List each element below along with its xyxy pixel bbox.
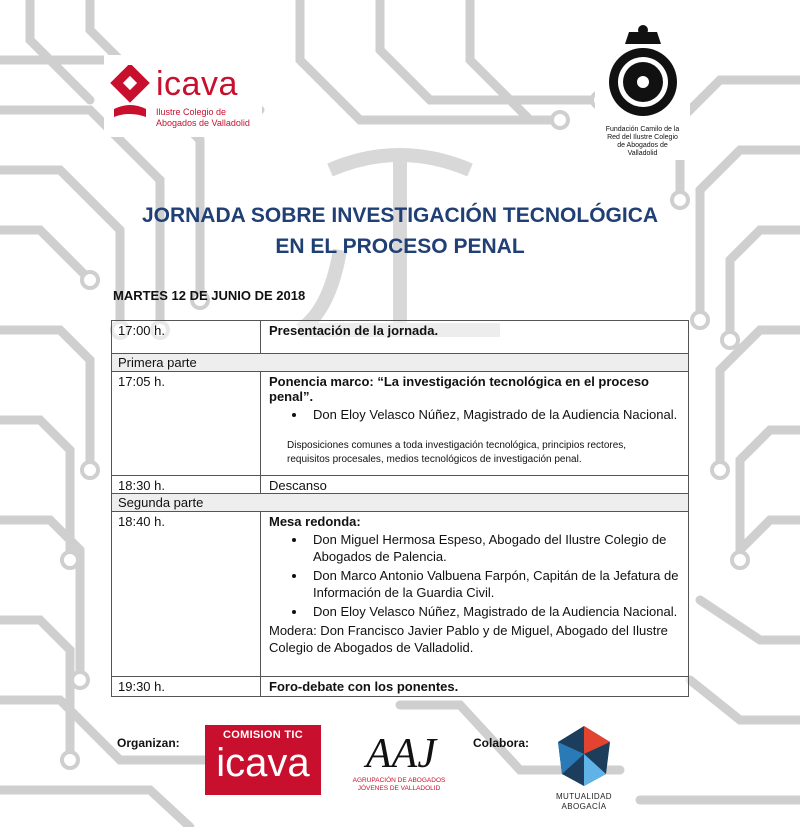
icava-logo [104, 55, 262, 137]
tic-wordmark: icava [216, 741, 310, 785]
organizers-label: Organizan: [117, 736, 180, 750]
section-label: Primera parte [118, 355, 197, 370]
section-row [111, 494, 689, 512]
time-cell: 18:30 h. [112, 476, 261, 493]
roundtable-title: Mesa redonda: [269, 514, 361, 529]
activity-cell: Foro-debate con los ponentes. [269, 679, 459, 694]
tic-top-label: COMISION TIC [223, 729, 303, 741]
list-item: • Don Eloy Velasco Núñez, Magistrado de la Audiencia Nacional. [307, 603, 680, 620]
title-line-2: EN EL PROCESO PENAL [275, 235, 525, 258]
aaj-logo [338, 725, 460, 797]
time-cell: 17:00 h. [112, 321, 261, 353]
talk-title: Ponencia marco: “La investigación tecnológica en el proceso penal”. [269, 374, 649, 404]
fundacion-line: Valladolid [627, 150, 658, 157]
aaj-line: JÓVENES DE VALLADOLID [357, 785, 441, 792]
description-line: Disposiciones comunes a toda investigación tecnológica, principios rectores, [287, 440, 627, 451]
title-line-1: JORNADA SOBRE INVESTIGACIÓN TECNOLÓGICA [141, 204, 659, 227]
fundacion-text [595, 126, 690, 158]
fundacion-line: de Abogados de [617, 142, 668, 149]
time-cell: 18:40 h. [112, 512, 261, 676]
time-cell: 17:05 h. [112, 372, 261, 475]
event-date: MARTES 12 DE JUNIO DE 2018 [113, 288, 306, 303]
moderator: Modera: Don Francisco Javier Pablo y de Miguel, Abogado del Ilustre Colegio de Abogados de Valladolid. [269, 623, 668, 655]
table-row [111, 476, 689, 494]
table-row [111, 512, 689, 677]
list-item: • Don Eloy Velasco Núñez, Magistrado de la Audiencia Nacional. [307, 406, 680, 423]
table-row [111, 321, 689, 354]
collaborator-label: Colabora: [473, 736, 530, 750]
mutualidad-text [543, 792, 625, 812]
time-cell: 19:30 h. [112, 677, 261, 696]
icava-wordmark: icava [156, 65, 238, 103]
mutualidad-icon [554, 724, 614, 788]
section-label: Segunda parte [118, 495, 204, 510]
activity-cell [261, 512, 688, 676]
table-row [111, 372, 689, 476]
activity-cell: Presentación de la jornada. [269, 323, 439, 338]
icava-subtitle [156, 107, 250, 129]
talk-description [287, 439, 680, 467]
fundacion-logo [595, 20, 690, 160]
mutualidad-logo [543, 722, 625, 814]
page-title [80, 200, 720, 262]
list-item: • Don Marco Antonio Valbuena Farpón, Capitán de la Jefatura de Información de la Guardia Civil. [307, 567, 680, 601]
list-item: • Don Miguel Hermosa Espeso, Abogado del Ilustre Colegio de Abogados de Palencia. [307, 531, 680, 565]
activity-cell: Descanso [269, 478, 327, 493]
comision-tic-logo [205, 725, 321, 795]
schedule-table [111, 320, 689, 697]
aaj-line: AGRUPACIÓN DE ABOGADOS [352, 777, 446, 784]
seal-icon [599, 22, 687, 122]
aaj-text [342, 777, 456, 793]
table-row [111, 677, 689, 697]
aaj-mark-text: AAJ [366, 731, 436, 777]
icava-diamond-icon [110, 65, 152, 125]
fundacion-line: Fundación Camilo de la [605, 126, 680, 133]
aaj-signature-mark [346, 727, 456, 777]
mutualidad-line: ABOGACÍA [561, 802, 607, 811]
icava-subtitle-line: Ilustre Colegio de [156, 107, 227, 117]
description-line: requisitos procesales, medios tecnológicos de investigación penal. [287, 454, 582, 465]
speaker-list [269, 531, 680, 620]
fundacion-line: Red del Ilustre Colegio [607, 134, 678, 141]
icava-subtitle-line: Abogados de Valladolid [156, 118, 250, 128]
speaker-list [269, 406, 680, 423]
activity-cell [261, 372, 688, 475]
section-row [111, 354, 689, 372]
mutualidad-line: MUTUALIDAD [555, 792, 612, 801]
